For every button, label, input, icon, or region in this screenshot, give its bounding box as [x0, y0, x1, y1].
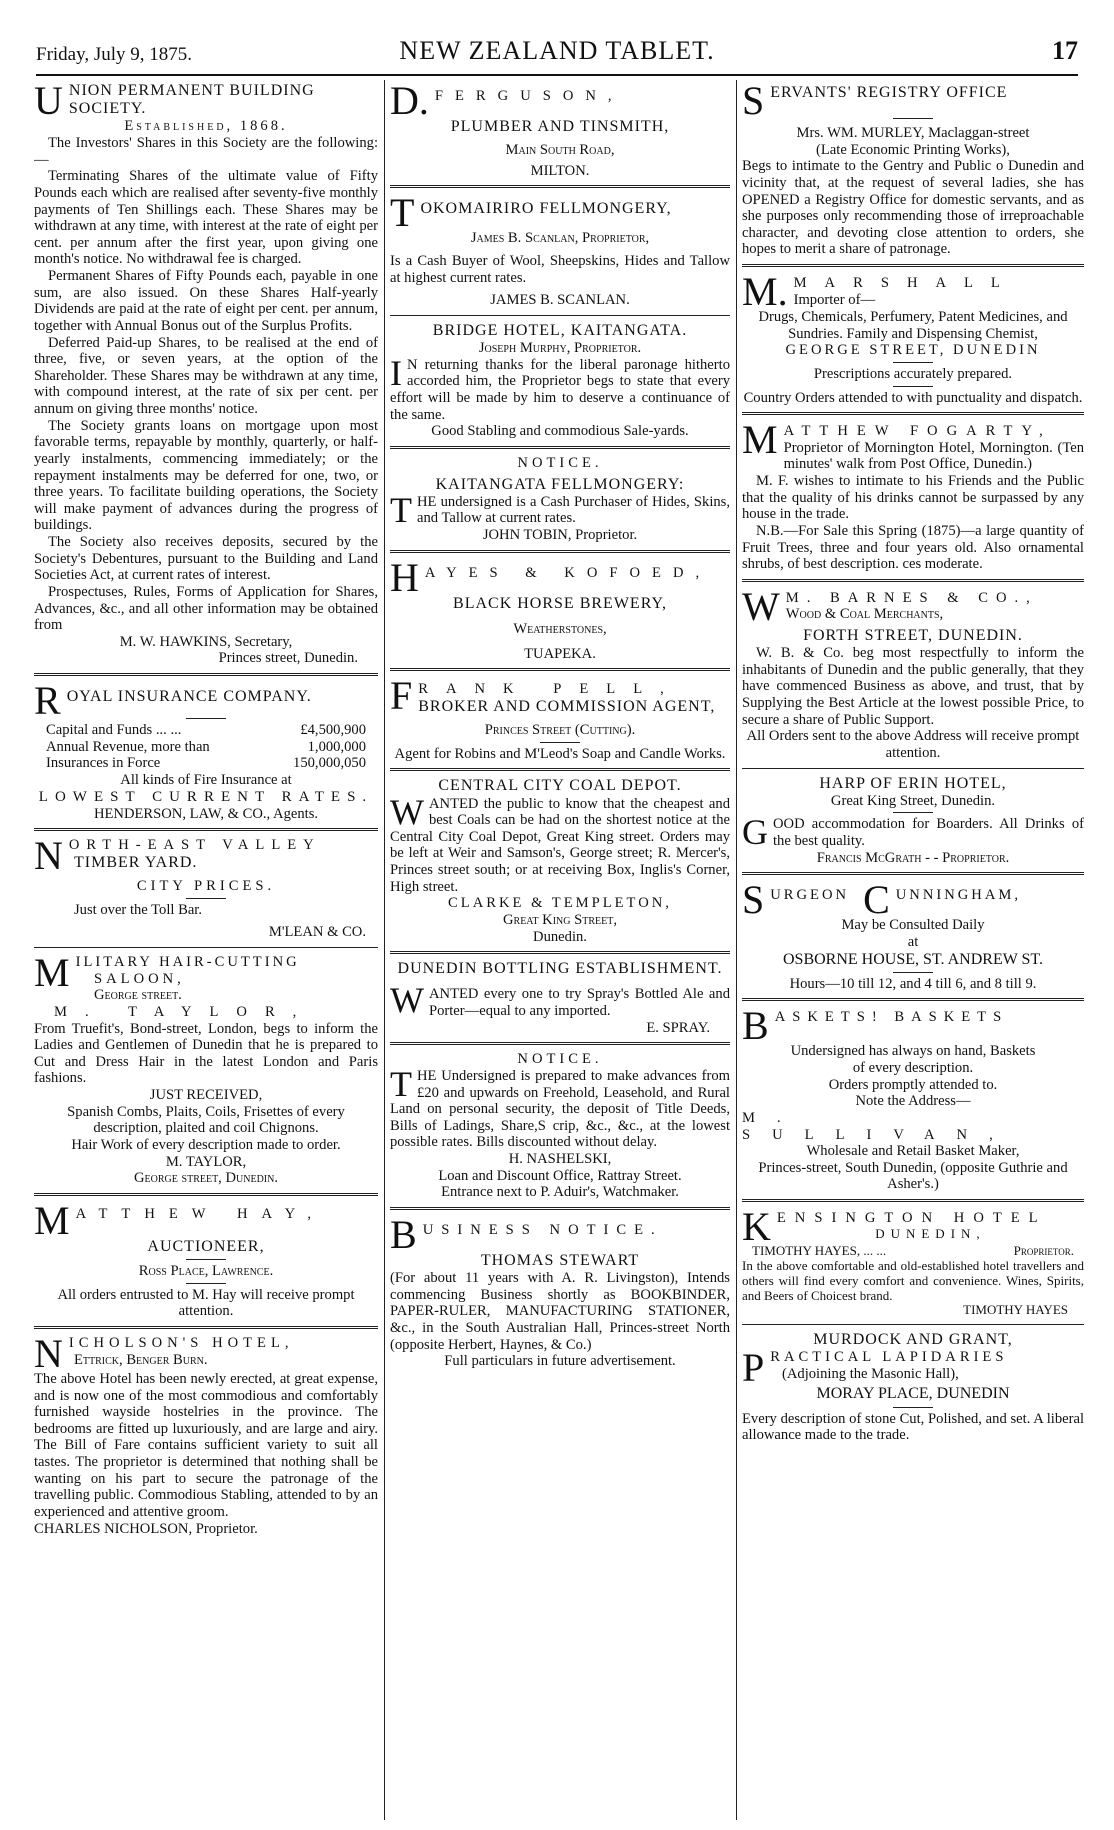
ad-nicholsons-hotel	[34, 1326, 378, 1543]
column-1	[34, 80, 378, 1820]
signature-address: George street, Dunedin.	[134, 1170, 278, 1187]
ad-union-building-society	[34, 80, 378, 673]
ad-baskets	[742, 998, 1084, 1199]
ad-title: ATTHEW HAY,	[75, 1205, 325, 1222]
drop-cap: N	[34, 1330, 63, 1376]
ad-name: M. SULLIVAN,	[742, 1109, 1015, 1143]
paragraph: Proprietor of Mornington Hotel, Mornington. (Ten minutes' walk from Post Office, Dunedin.)	[783, 439, 1084, 473]
page-number: 17	[1052, 36, 1078, 65]
issue-date: Friday, July 9, 1875.	[36, 44, 193, 65]
ad-line: Just over the Toll Bar.	[74, 901, 203, 918]
paragraph: Every description of stone Cut, Polished, and set. A liberal allowance made to the trade.	[742, 1410, 1084, 1444]
ad-line: (Late Economic Printing Works),	[816, 141, 1010, 158]
short-rule	[186, 1259, 226, 1260]
ad-title: CENTRAL CITY COAL DEPOT.	[438, 777, 682, 795]
paragraph: All orders entrusted to M. Hay will receive prompt attention.	[57, 1286, 355, 1320]
ad-nashelski	[390, 1042, 730, 1207]
page-header	[36, 36, 1078, 76]
ad-line: Orders promptly attended to.	[828, 1076, 998, 1093]
signature: Francis McGrath - - Proprietor.	[816, 849, 1010, 866]
drop-cap: D.	[390, 80, 429, 123]
ad-line: LOWEST CURRENT RATES.	[38, 788, 374, 805]
short-rule	[893, 812, 933, 813]
ad-street: Princes Street (Cutting).	[484, 722, 636, 739]
paragraph: Hair Work of every description made to order.	[71, 1136, 341, 1153]
ad-subtitle: RACTICAL LAPIDARIES	[770, 1349, 1008, 1366]
ad-subtitle: Wood & Coal Merchants,	[785, 606, 944, 623]
drop-cap: G	[742, 812, 768, 853]
figure-value: 1,000,000	[307, 738, 366, 755]
ad-tokomairiro-fellmongery	[390, 185, 730, 315]
ad-title: USINESS NOTICE.	[422, 1221, 663, 1238]
drop-cap: T	[390, 1063, 412, 1104]
paragraph: Spanish Combs, Plaits, Coils, Frisettes of every description, plaited and coil Chignons.	[67, 1103, 345, 1137]
ad-bridge-hotel	[390, 315, 730, 446]
ad-title: ENSINGTON HOTEL	[776, 1210, 1047, 1227]
ad-line: Good Stabling and commodious Sale-yards.	[431, 423, 689, 440]
ad-title: ATTHEW FOGARTY,	[783, 423, 1052, 440]
ad-servants-registry	[742, 80, 1084, 264]
ad-street: GEORGE STREET, DUNEDIN	[785, 342, 1041, 359]
paragraph: Begs to intimate to the Gentry and Public o Dunedin and vicinity that, at the request of several ladies, she has OPENED a Registry Office for domestic servants, and as she purposes only recommending those of irreproachable character, and devoting close attention to orders, she hopes to merit a share of patronage.	[742, 158, 1084, 258]
ad-subtitle: AUCTIONEER,	[147, 1237, 265, 1255]
ad-line: HENDERSON, LAW, & CO., Agents.	[93, 805, 319, 822]
drop-cap: C	[863, 881, 890, 918]
figure-label: Insurances in Force	[46, 755, 161, 772]
ad-title: URGEON	[770, 887, 850, 904]
ad-barnes-co	[742, 579, 1084, 768]
paragraph: The Investors' Shares in this Society are the following:—	[34, 135, 378, 168]
ad-frank-pell	[390, 668, 730, 768]
drop-cap: M	[34, 950, 70, 996]
paragraph: M. F. wishes to intimate to his Friends and the Public that the quality of his drinks cannot be surpassed by any house in the trade.	[742, 473, 1084, 523]
ad-title: MARSHALL	[793, 275, 1018, 291]
ad-north-east-valley	[34, 828, 378, 947]
ad-kaitangata-fellmongery	[390, 446, 730, 550]
drop-cap: B	[742, 1003, 769, 1049]
ad-line: Note the Address—	[855, 1093, 971, 1110]
ad-line: DUNEDIN,	[875, 1225, 986, 1241]
paragraph: All Orders sent to the above Address will receive prompt attention.	[746, 728, 1080, 761]
signature: E. SPRAY.	[646, 1019, 710, 1036]
ad-title: M. BARNES & CO.,	[785, 589, 1038, 606]
drop-cap: W	[390, 980, 424, 1021]
drop-cap: M.	[742, 269, 788, 314]
ad-title: ERVANTS' REGISTRY OFFICE	[770, 84, 1008, 101]
signature-address: Princes street, Dunedin.	[218, 650, 358, 667]
drop-cap: B	[390, 1211, 417, 1257]
ad-subtitle: BLACK HORSE BREWERY,	[453, 594, 667, 612]
short-rule	[186, 718, 226, 719]
drop-cap: U	[34, 80, 63, 123]
paragraph: Drugs, Chemicals, Perfumery, Patent Medicines, and Sundries. Family and Dispensing Chemist,	[758, 309, 1068, 342]
ad-line: Hours—10 till 12, and 4 till 6, and 8 till 9.	[789, 975, 1037, 992]
ad-line: Wholesale and Retail Basket Maker,	[806, 1143, 1020, 1160]
ad-subtitle: SALOON,	[94, 970, 185, 987]
ad-line: at	[907, 933, 919, 950]
drop-cap: K	[742, 1204, 771, 1250]
short-rule	[186, 898, 226, 899]
ad-matthew-fogarty	[742, 412, 1084, 579]
ad-line: TUAPEKA.	[524, 645, 596, 662]
drop-cap: S	[742, 80, 765, 123]
paragraph: W. B. & Co. beg most respectfully to inform the inhabitants of Dunedin and the public generally, that they have commenced Business as above, and trust, that by Supplying the Best Article at the lowest possible Price, to secure a share of Public Support.	[742, 645, 1084, 728]
ad-street: Main South Road,	[505, 142, 615, 159]
ad-title: HARP OF ERIN HOTEL,	[819, 774, 1007, 792]
signature: TIMOTHY HAYES	[963, 1302, 1068, 1318]
ad-harp-of-erin	[742, 768, 1084, 873]
column-2	[390, 80, 730, 1820]
drop-cap: H	[390, 554, 419, 600]
figure-row	[46, 755, 366, 772]
ad-subtitle: THOMAS STEWART	[480, 1251, 640, 1269]
ad-street: OSBORNE HOUSE, ST. ANDREW ST.	[782, 950, 1044, 968]
ad-title: OYAL INSURANCE COMPANY.	[66, 688, 312, 706]
figure-value: 150,000,050	[293, 755, 366, 772]
proprietor-name: TIMOTHY HAYES, ... ...	[752, 1243, 887, 1259]
ad-title: BRIDGE HOTEL, KAITANGATA.	[432, 321, 688, 339]
paragraph: ANTED every one to try Spray's Bottled Ale and Porter—equal to any imported.	[428, 986, 730, 1020]
drop-cap: I	[390, 352, 402, 393]
short-rule	[893, 362, 933, 363]
ad-royal-insurance	[34, 673, 378, 828]
ad-line: Undersigned has always on hand, Baskets	[790, 1043, 1036, 1060]
drop-cap: T	[390, 489, 412, 530]
short-rule	[540, 742, 580, 743]
ad-central-city-coal	[390, 768, 730, 951]
ad-line: JUST RECEIVED,	[149, 1087, 263, 1104]
ad-title: ORTH-EAST VALLEY	[68, 837, 321, 854]
ad-ferguson	[390, 80, 730, 185]
ad-title: DUNEDIN BOTTLING ESTABLISHMENT.	[397, 960, 723, 978]
ad-title: FERGUSON,	[434, 88, 624, 104]
paragraph: N.B.—For Sale this Spring (1875)—a large quantity of Fruit Trees, three and four years old. Also ornamental shrubs, of best description. ces moderate.	[742, 522, 1084, 573]
ad-line: Loan and Discount Office, Rattray Street.	[438, 1167, 682, 1184]
drop-cap: W	[390, 791, 424, 832]
ad-line: Prescriptions accurately prepared.	[813, 365, 1013, 382]
drop-cap: W	[742, 583, 780, 629]
figure-value: £4,500,900	[300, 722, 366, 739]
ad-line: Full particulars in future advertisement.	[444, 1353, 676, 1370]
ad-notice: NOTICE.	[517, 1051, 603, 1068]
signature: CHARLES NICHOLSON, Proprietor.	[34, 1520, 258, 1537]
ad-hayes-kofoed	[390, 550, 730, 668]
ad-business-notice	[390, 1207, 730, 1376]
masthead-title: NEW ZEALAND TABLET.	[399, 36, 715, 65]
paragraph: The Society also receives deposits, secured by the Society's Debentures, pursuant to the Building and Land Societies Act, at current rates of interest.	[34, 534, 378, 584]
ad-line: Entrance next to P. Aduir's, Watchmaker.	[441, 1184, 679, 1201]
paragraph: HE Undersigned is prepared to make advances from £20 and upwards on Freehold, Leasehold, and Rural Land on personal security, the deposit of Title Deeds, Bills of Ladings, Share,S crip, &c., &c., at the lowest possible rates. Bills discounted without delay.	[390, 1067, 730, 1151]
signature: M. W. HAWKINS, Secretary,	[119, 633, 293, 650]
paragraph: (For about 11 years with A. R. Livingston), Intends commencing Business shortly as BOOKBINDER, PAPER-RULER, MANUFACTURING STATIONER, &c., in the South Australian Hall, Princes-street North (opposite Herbert, Haynes, & Co.)	[390, 1270, 730, 1353]
ad-street: George street.	[94, 987, 182, 1004]
paragraph: The above Hotel has been newly erected, at great expense, and is now one of the most commodious and comfortably furnished wayside hostelries in the province. The bedrooms are fitted up luxuriously, and are large and airy. The Bill of Fare contains sufficient variety to suit all tastes. The proprietor is determined that nothing shall be wanting on his part to secure the patronage of the travelling public. Commodious Stabling, attended to by an experienced and attentive groom.	[34, 1370, 378, 1520]
paragraph: OOD accommodation for Boarders. All Drinks of the best quality.	[773, 816, 1084, 850]
ad-surgeon-cunningham	[742, 872, 1084, 998]
paragraph: ANTED the public to know that the cheapest and best Coals can be had on the shortest notice at the Central City Coal Depot, Great King street. Orders may be left at Weir and Samson's, George street; R. Mercer's, Princes street south; or at receiving Box, Inglis's Corner, High street.	[390, 795, 730, 895]
short-rule	[893, 118, 933, 119]
ad-matthew-hay	[34, 1193, 378, 1326]
drop-cap: S	[742, 881, 765, 918]
column-3	[742, 80, 1084, 1820]
ad-murdock-grant	[742, 1324, 1084, 1450]
drop-cap: M	[34, 1197, 70, 1243]
ad-street: Great King Street, Dunedin.	[830, 792, 996, 809]
ad-kensington-hotel	[742, 1199, 1084, 1324]
ad-title: ICHOLSON'S HOTEL,	[68, 1334, 294, 1351]
signature: CLARKE & TEMPLETON,	[448, 895, 672, 912]
drop-cap: N	[34, 833, 63, 879]
short-rule	[893, 972, 933, 973]
short-rule	[186, 1283, 226, 1284]
signature: JOHN TOBIN, Proprietor.	[482, 527, 638, 544]
ad-line: Weatherstones,	[513, 620, 607, 637]
figure-label: Annual Revenue, more than	[46, 738, 210, 755]
paragraph: Country Orders attended to with punctuality and dispatch.	[743, 389, 1083, 406]
ad-dunedin-bottling	[390, 951, 730, 1042]
ad-name: M. TAYLOR,	[54, 1003, 315, 1020]
short-rule	[893, 1407, 933, 1408]
ad-title: UNNINGHAM,	[895, 887, 1022, 904]
paragraph: Is a Cash Buyer of Wool, Sheepskins, Hides and Tallow at highest current rates.	[390, 253, 730, 286]
drop-cap: F	[390, 673, 413, 719]
paragraph: N returning thanks for the liberal paronage hitherto accorded him, the Proprietor begs to state that every effort will be made by him to deserve a continuance of the same.	[390, 356, 730, 423]
ad-line: James B. Scanlan, Proprietor,	[470, 230, 650, 247]
ad-line: Joseph Murphy, Proprietor.	[478, 340, 642, 357]
ad-title: KAITANGATA FELLMONGERY:	[435, 475, 685, 493]
drop-cap: M	[742, 417, 778, 463]
drop-cap: T	[390, 190, 415, 236]
signature: M. TAYLOR,	[165, 1153, 247, 1170]
paragraph: Prospectuses, Rules, Forms of Application for Shares, Advances, &c., and all other information may be obtained from	[34, 583, 378, 634]
signature: M'LEAN & CO.	[268, 924, 366, 941]
ad-title: OKOMAIRIRO FELLMONGERY,	[420, 200, 672, 218]
paragraph: From Truefit's, Bond-street, London, begs to inform the Ladies and Gentlemen of Dunedin that he is prepared to Cut and Dress Hair in the latest London and Paris fashions.	[34, 1020, 378, 1087]
ad-line: Agent for Robins and M'Leod's Soap and Candle Works.	[394, 745, 726, 762]
ad-marshall-chemist	[742, 264, 1084, 412]
ad-line: Dunedin.	[533, 928, 587, 945]
header-rule	[36, 74, 1078, 76]
paragraph: HE undersigned is a Cash Purchaser of Hides, Skins, and Tallow at current rates.	[417, 493, 730, 527]
figure-row	[46, 722, 366, 739]
ad-subtitle: BROKER AND COMMISSION AGENT,	[418, 697, 716, 715]
ad-title: NION PERMANENT BUILDING SOCIETY.	[68, 82, 315, 118]
established: Established, 1868.	[124, 118, 288, 135]
ad-line: May be Consulted Daily	[841, 917, 985, 934]
ad-line: Mrs. WM. MURLEY, Maclaggan-street	[796, 125, 1030, 141]
drop-cap: R	[34, 678, 61, 724]
ad-line: All kinds of Fire Insurance at	[120, 771, 292, 788]
ad-line: of every description.	[852, 1060, 974, 1077]
ad-title: RANK PELL,	[418, 681, 682, 698]
paragraph: The Society grants loans on mortgage upon most favorable terms, repayable by monthly, quarterly, or half-yearly instalments, commencing immediately; or the repayment instalments may be deferred for one, two, or three years. To facilitate building operations, the Society will make payment of advances during the progress of buildings.	[34, 417, 378, 534]
ad-street: FORTH STREET, DUNEDIN.	[803, 627, 1023, 644]
ad-title: AYES & KOFOED,	[424, 564, 712, 581]
paragraph: Deferred Paid-up Shares, to be realised at the end of three, five, or seven years, at the option of the Shareholder. These Shares may be withdrawn at any time, with compound interest, at the rate of six per cent. per annum on giving three months' notice.	[34, 334, 378, 418]
ad-line: (Adjoining the Masonic Hall),	[782, 1366, 959, 1382]
ad-notice: NOTICE.	[517, 454, 603, 471]
column-rule	[384, 80, 385, 1820]
signature: JAMES B. SCANLAN.	[490, 292, 630, 309]
drop-cap: P	[742, 1345, 765, 1391]
ad-military-hair-cutting	[34, 947, 378, 1193]
signature: H. NASHELSKI,	[508, 1151, 612, 1168]
ad-street: Ettrick, Benger Burn.	[74, 1351, 208, 1368]
ad-line: Importer of—	[793, 291, 876, 308]
ad-subtitle: PLUMBER AND TINSMITH,	[450, 118, 670, 135]
column-rule	[736, 80, 737, 1820]
paragraph: Permanent Shares of Fifty Pounds each, payable in one sum, are also issued. On these Shares Half-yearly Dividends are paid at the rate of eight per cent. per annum, together with Annual Bonus out of the Surplus Profits.	[34, 268, 378, 334]
figure-label: Capital and Funds ... ...	[46, 722, 182, 739]
ad-title: MURDOCK AND GRANT,	[813, 1331, 1013, 1349]
ad-street: Ross Place, Lawrence.	[138, 1263, 274, 1280]
paragraph: Princes-street, South Dunedin, (opposite Guthrie and Asher's.)	[758, 1159, 1068, 1193]
ad-line: MILTON.	[530, 162, 590, 179]
short-rule	[893, 386, 933, 387]
paragraph: In the above comfortable and old-established hotel travellers and others will find every comfort and convenience. Wines, Spirits, and Beers of Choicest brand.	[742, 1257, 1084, 1303]
ad-title: ASKETS! BASKETS	[774, 1009, 1009, 1026]
ad-title: ILITARY HAIR-CUTTING	[75, 954, 300, 971]
proprietor-label: Proprietor.	[1013, 1243, 1074, 1259]
ad-street: MORAY PLACE, DUNEDIN	[816, 1385, 1010, 1403]
figure-row	[46, 739, 366, 756]
ad-subtitle: TIMBER YARD.	[74, 853, 198, 871]
ad-street: Great King Street,	[502, 911, 618, 928]
ad-line: CITY PRICES.	[136, 878, 276, 895]
paragraph: Terminating Shares of the ultimate value of Fifty Pounds each which are realised after seventy-five monthly payments of Ten Shillings each. These Shares may be withdrawn at any time, with interest at the rate of eight per cent. per annum after the first year, upon giving one month's notice. No withdrawal fee is charged.	[34, 168, 378, 268]
